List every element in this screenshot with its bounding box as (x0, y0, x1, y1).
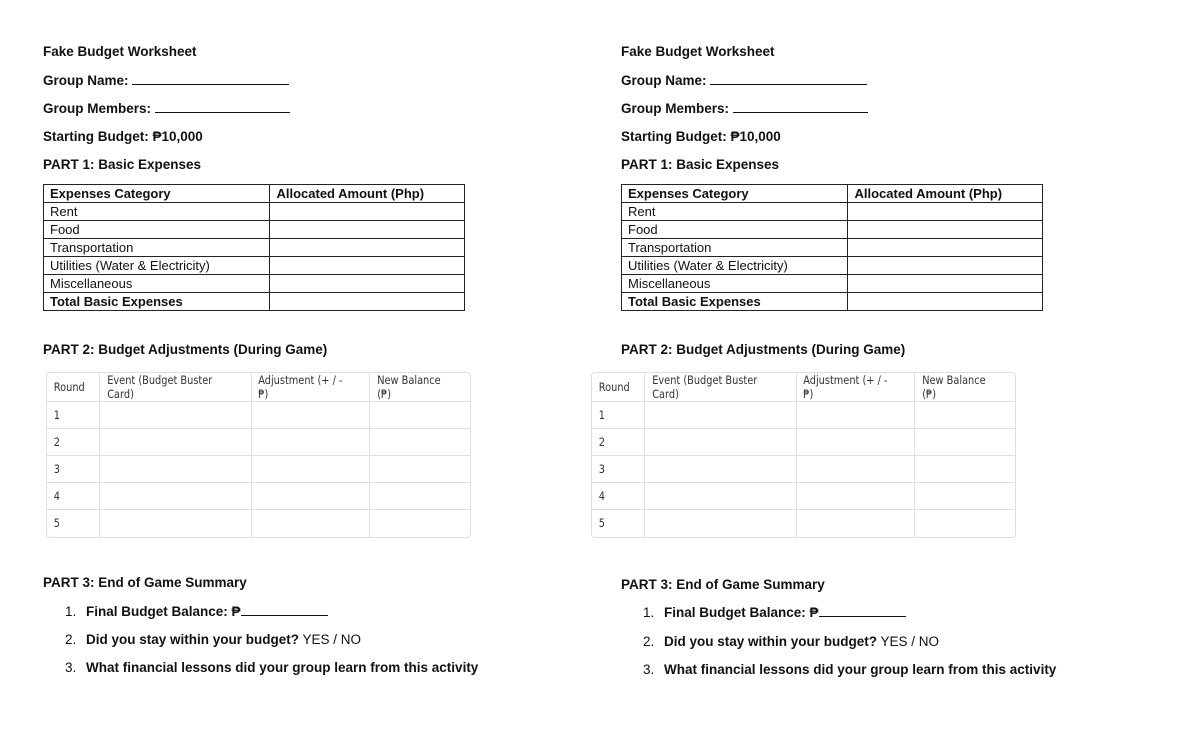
table-row (47, 510, 470, 537)
amount-cell[interactable] (848, 221, 1043, 239)
group-name-label: Group Name: (43, 73, 129, 88)
col-balance-header: New Balance (₱) (915, 373, 1000, 402)
table-row (47, 456, 470, 483)
yes-no-answer[interactable]: YES / NO (880, 634, 940, 649)
col-round-header: Round (592, 373, 637, 402)
table-header-row (47, 373, 470, 402)
group-name-blank[interactable] (132, 73, 289, 85)
group-members-label: Group Members: (621, 101, 730, 116)
question-number: 1. (65, 604, 77, 619)
amount-cell[interactable] (270, 275, 465, 293)
total-row (44, 293, 465, 311)
table-row (592, 483, 1015, 510)
table-row (44, 275, 465, 293)
col-amount-header: Allocated Amount (Php) (848, 185, 1043, 203)
adjustment-cell[interactable] (251, 483, 352, 510)
table-row (592, 456, 1015, 483)
question-number: 1. (643, 605, 655, 620)
event-cell[interactable] (645, 402, 774, 429)
expense-category: Miscellaneous (44, 275, 270, 293)
total-label: Total Basic Expenses (44, 293, 270, 311)
event-cell[interactable] (100, 510, 229, 537)
amount-cell[interactable] (848, 203, 1043, 221)
table-row (47, 483, 470, 510)
table-row (592, 510, 1015, 537)
adjustment-cell[interactable] (251, 456, 352, 483)
budget-adjustments-table (46, 372, 471, 538)
balance-cell[interactable] (915, 429, 1000, 456)
round-number: 4 (592, 483, 637, 510)
table-row (47, 402, 470, 429)
round-number: 4 (47, 483, 92, 510)
table-row (44, 239, 465, 257)
col-adjustment-header: Adjustment (+ / - ₱) (251, 373, 352, 402)
final-balance-blank[interactable] (819, 605, 906, 617)
round-number: 5 (47, 510, 92, 537)
round-number: 3 (592, 456, 637, 483)
question-text: Final Budget Balance: ₱ (664, 605, 819, 620)
col-round-header: Round (47, 373, 92, 402)
expense-category: Food (44, 221, 270, 239)
table-row (592, 429, 1015, 456)
part2-heading: PART 2: Budget Adjustments (During Game) (621, 342, 906, 357)
balance-cell[interactable] (370, 429, 455, 456)
group-name-line (621, 73, 867, 89)
balance-cell[interactable] (915, 483, 1000, 510)
round-number: 2 (592, 429, 637, 456)
worksheet-right (598, 0, 1061, 729)
question-number: 3. (65, 660, 77, 675)
event-cell[interactable] (100, 456, 229, 483)
question-text: What financial lessons did your group learn from this activity (86, 660, 479, 675)
table-row (44, 203, 465, 221)
adjustment-cell[interactable] (796, 456, 897, 483)
summary-question-1 (643, 605, 906, 621)
event-cell[interactable] (100, 402, 229, 429)
balance-cell[interactable] (370, 483, 455, 510)
group-name-blank[interactable] (710, 73, 867, 85)
event-cell[interactable] (645, 483, 774, 510)
round-number: 5 (592, 510, 637, 537)
amount-cell[interactable] (848, 275, 1043, 293)
event-cell[interactable] (645, 510, 774, 537)
expense-category: Transportation (44, 239, 270, 257)
col-event-header: Event (Budget Buster Card) (645, 373, 774, 402)
table-row (622, 275, 1043, 293)
question-text: Did you stay within your budget? (664, 634, 878, 649)
total-row (622, 293, 1043, 311)
summary-question-3 (65, 660, 478, 676)
table-row (622, 239, 1043, 257)
table-row (622, 203, 1043, 221)
question-number: 2. (65, 632, 77, 647)
adjustment-cell[interactable] (251, 510, 352, 537)
question-text: Final Budget Balance: ₱ (86, 604, 241, 619)
expense-category: Food (622, 221, 848, 239)
total-label: Total Basic Expenses (622, 293, 848, 311)
summary-question-3 (643, 662, 1056, 678)
total-amount-cell[interactable] (270, 293, 465, 311)
adjustment-cell[interactable] (796, 429, 897, 456)
part1-heading: PART 1: Basic Expenses (621, 157, 780, 172)
table-row (622, 257, 1043, 275)
expense-category: Rent (622, 203, 848, 221)
adjustment-cell[interactable] (796, 483, 897, 510)
summary-question-2 (65, 632, 361, 648)
part3-heading: PART 3: End of Game Summary (43, 575, 247, 590)
worksheet-title: Fake Budget Worksheet (43, 44, 197, 59)
worksheet-left (43, 0, 483, 729)
part3-heading: PART 3: End of Game Summary (621, 577, 825, 592)
table-row (44, 221, 465, 239)
col-balance-header: New Balance (₱) (370, 373, 455, 402)
col-category-header: Expenses Category (622, 185, 848, 203)
event-cell[interactable] (100, 483, 229, 510)
event-cell[interactable] (645, 429, 774, 456)
summary-question-2 (643, 634, 939, 650)
final-balance-blank[interactable] (241, 604, 328, 616)
col-event-header: Event (Budget Buster Card) (100, 373, 229, 402)
starting-budget: Starting Budget: ₱10,000 (621, 129, 781, 144)
expense-category: Utilities (Water & Electricity) (622, 257, 848, 275)
event-cell[interactable] (645, 456, 774, 483)
total-amount-cell[interactable] (848, 293, 1043, 311)
question-number: 2. (643, 634, 655, 649)
question-text: Did you stay within your budget? (86, 632, 300, 647)
balance-cell[interactable] (915, 402, 1000, 429)
table-header-row (592, 373, 1015, 402)
worksheet-title: Fake Budget Worksheet (621, 44, 775, 59)
table-header-row (622, 185, 1043, 203)
event-cell[interactable] (100, 429, 229, 456)
adjustment-cell[interactable] (251, 402, 352, 429)
balance-cell[interactable] (370, 456, 455, 483)
group-members-blank[interactable] (733, 101, 868, 113)
round-number: 1 (592, 402, 637, 429)
basic-expenses-table (43, 184, 465, 311)
table-row (44, 257, 465, 275)
part1-heading: PART 1: Basic Expenses (43, 157, 202, 172)
amount-cell[interactable] (270, 203, 465, 221)
adjustment-cell[interactable] (796, 402, 897, 429)
col-category-header: Expenses Category (44, 185, 270, 203)
group-members-blank[interactable] (155, 101, 290, 113)
col-adjustment-header: Adjustment (+ / - ₱) (796, 373, 897, 402)
table-row (592, 402, 1015, 429)
group-name-line (43, 73, 289, 89)
table-header-row (44, 185, 465, 203)
amount-cell[interactable] (270, 257, 465, 275)
amount-cell[interactable] (848, 257, 1043, 275)
budget-adjustments-table (591, 372, 1016, 538)
col-amount-header: Allocated Amount (Php) (270, 185, 465, 203)
amount-cell[interactable] (270, 239, 465, 257)
round-number: 1 (47, 402, 92, 429)
group-members-line (621, 101, 868, 117)
balance-cell[interactable] (370, 510, 455, 537)
round-number: 2 (47, 429, 92, 456)
adjustment-cell[interactable] (251, 429, 352, 456)
summary-question-1 (65, 604, 328, 620)
basic-expenses-table (621, 184, 1043, 311)
expense-category: Transportation (622, 239, 848, 257)
group-name-label: Group Name: (621, 73, 707, 88)
adjustment-cell[interactable] (796, 510, 897, 537)
group-members-label: Group Members: (43, 101, 152, 116)
expense-category: Rent (44, 203, 270, 221)
balance-cell[interactable] (915, 456, 1000, 483)
question-number: 3. (643, 662, 655, 677)
table-row (622, 221, 1043, 239)
group-members-line (43, 101, 290, 117)
round-number: 3 (47, 456, 92, 483)
expense-category: Miscellaneous (622, 275, 848, 293)
balance-cell[interactable] (370, 402, 455, 429)
amount-cell[interactable] (848, 239, 1043, 257)
table-row (47, 429, 470, 456)
expense-category: Utilities (Water & Electricity) (44, 257, 270, 275)
starting-budget: Starting Budget: ₱10,000 (43, 129, 203, 144)
yes-no-answer[interactable]: YES / NO (302, 632, 362, 647)
balance-cell[interactable] (915, 510, 1000, 537)
part2-heading: PART 2: Budget Adjustments (During Game) (43, 342, 328, 357)
question-text: What financial lessons did your group learn from this activity (664, 662, 1057, 677)
amount-cell[interactable] (270, 221, 465, 239)
